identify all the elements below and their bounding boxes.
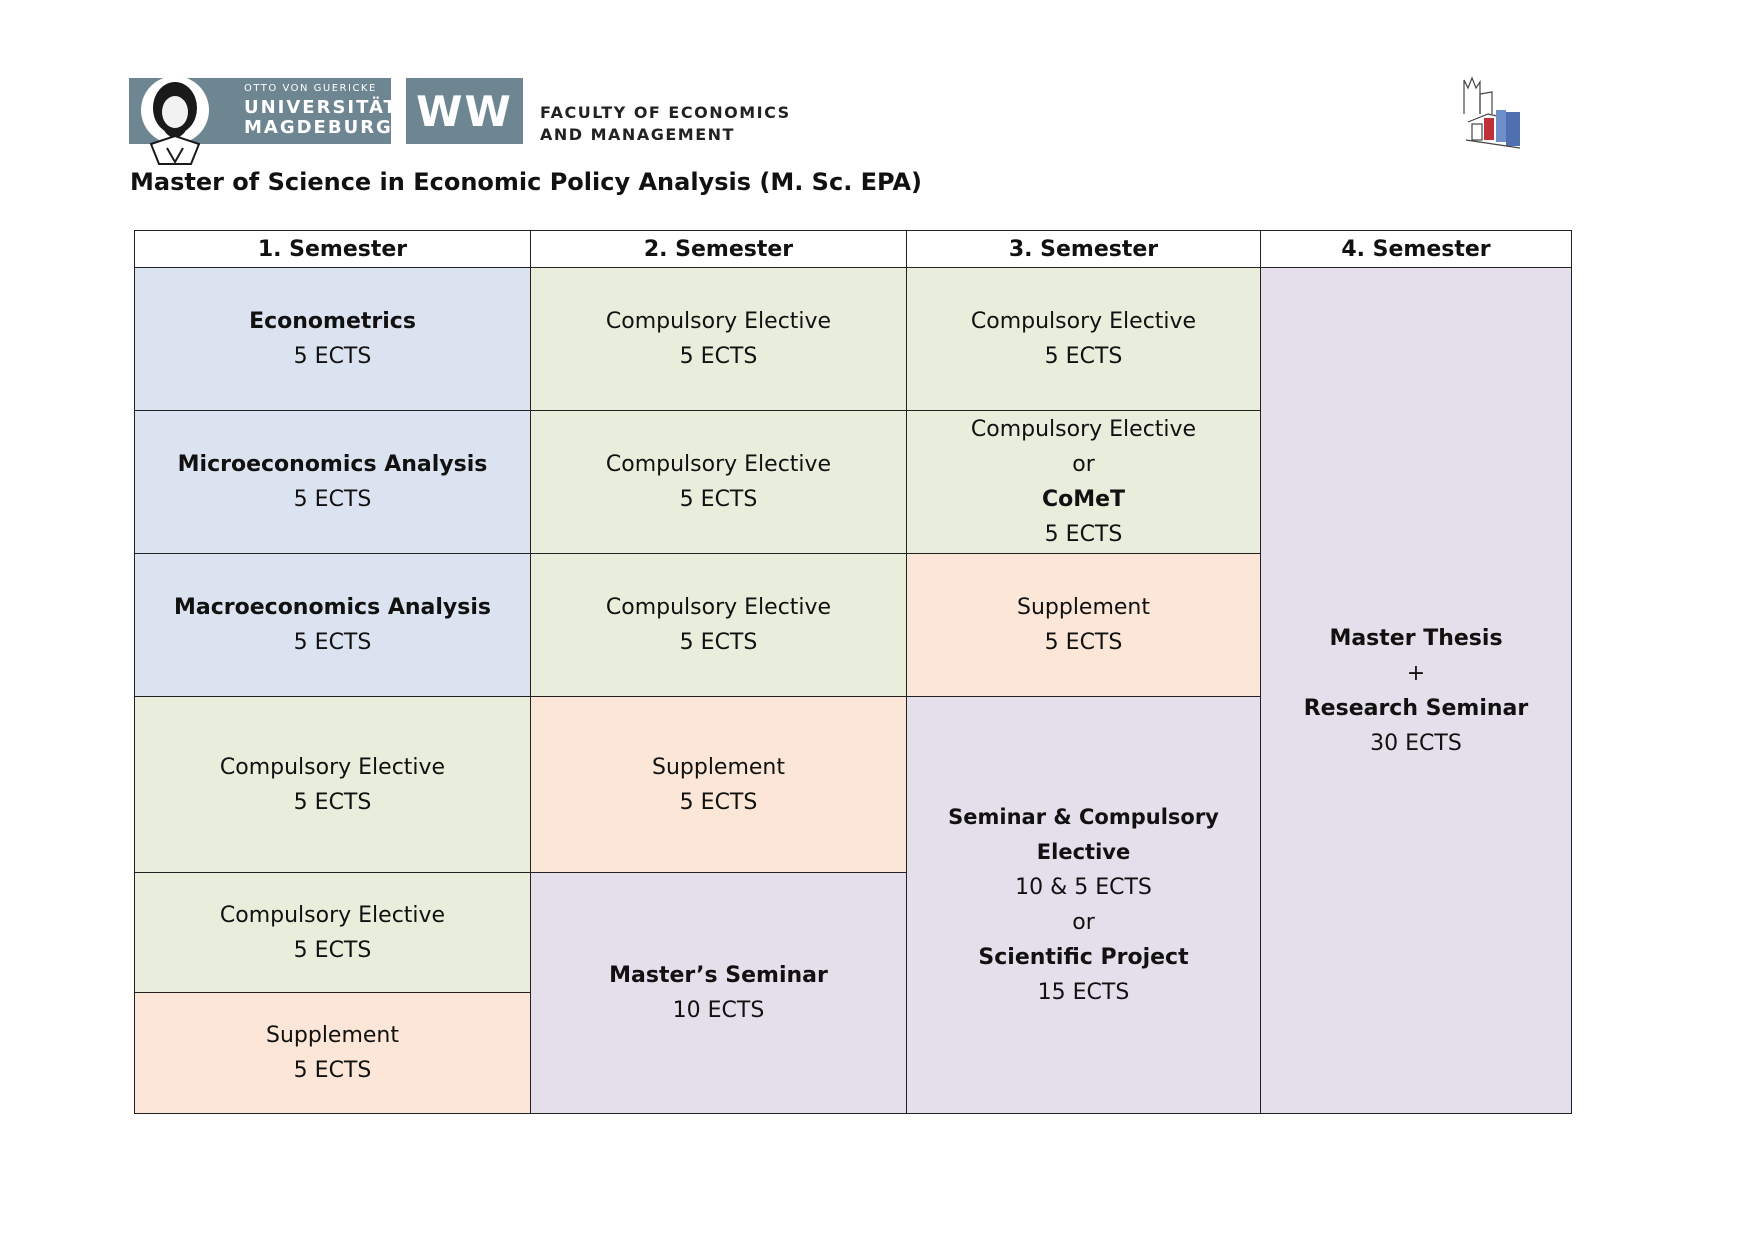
module-ects: 5 ECTS xyxy=(293,630,372,655)
module-name: Macroeconomics Analysis xyxy=(173,595,491,620)
module-name: Compulsory Elective xyxy=(605,452,832,477)
module-name: Seminar & Compulsory Elective xyxy=(948,805,1219,864)
faculty-line2: AND MANAGEMENT xyxy=(540,125,735,144)
university-name xyxy=(244,84,398,138)
module-name: Econometrics xyxy=(249,309,416,334)
module-ects: 5 ECTS xyxy=(1044,630,1123,655)
module-cell xyxy=(530,410,907,554)
module-alt-ects: 15 ECTS xyxy=(1037,980,1130,1005)
module-name: Master’s Seminar xyxy=(609,963,828,988)
header-semester-1: 1. Semester xyxy=(134,230,531,268)
module-name: Compulsory Elective xyxy=(970,309,1197,334)
module-name: Supplement xyxy=(1016,595,1151,620)
module-or-text: or xyxy=(1072,910,1095,935)
module-name: Supplement xyxy=(265,1023,400,1048)
page-title: Master of Science in Economic Policy Analysis (M. Sc. EPA) xyxy=(130,168,922,196)
university-line2: MAGDEBURG xyxy=(244,117,393,138)
module-cell xyxy=(530,267,907,411)
module-name-2: Research Seminar xyxy=(1303,695,1529,721)
module-cell xyxy=(906,696,1261,1114)
module-alt-name: Scientific Project xyxy=(978,945,1189,970)
module-ects: 5 ECTS xyxy=(679,487,758,512)
module-cell xyxy=(906,410,1261,554)
module-name: Supplement xyxy=(651,754,786,780)
university-portrait-logo-icon xyxy=(137,74,213,166)
module-name: Compulsory Elective xyxy=(605,595,832,620)
faculty-name xyxy=(540,102,791,146)
module-cell xyxy=(906,553,1261,697)
module-cell xyxy=(134,267,531,411)
faculty-line1: FACULTY OF ECONOMICS xyxy=(540,103,791,122)
module-name: Compulsory Elective xyxy=(605,309,832,334)
module-ects: 30 ECTS xyxy=(1370,730,1462,756)
university-line1: UNIVERSITÄT xyxy=(244,97,398,118)
module-name: Compulsory Elective xyxy=(219,902,446,928)
module-ects: 5 ECTS xyxy=(679,630,758,655)
module-name: Microeconomics Analysis xyxy=(177,452,488,477)
header-semester-3: 3. Semester xyxy=(906,230,1261,268)
module-ects: 5 ECTS xyxy=(679,344,758,369)
module-ects: 5 ECTS xyxy=(1044,522,1123,547)
module-name: Master Thesis xyxy=(1329,625,1503,651)
module-ects: 5 ECTS xyxy=(679,789,758,815)
module-cell xyxy=(134,872,531,993)
module-cell xyxy=(134,696,531,873)
module-name: Compulsory Elective xyxy=(219,754,446,780)
campus-building-icon xyxy=(1458,74,1528,154)
module-cell xyxy=(530,553,907,697)
university-small-text: OTTO VON GUERICKE xyxy=(244,83,377,94)
module-cell xyxy=(906,267,1261,411)
module-ects: 5 ECTS xyxy=(293,344,372,369)
ww-logo: WW xyxy=(406,78,523,144)
module-ects: 10 & 5 ECTS xyxy=(1015,875,1152,900)
study-plan-table xyxy=(134,230,1572,1114)
module-cell xyxy=(530,872,907,1114)
module-cell xyxy=(134,410,531,554)
header-semester-2: 2. Semester xyxy=(530,230,907,268)
module-cell xyxy=(530,696,907,873)
module-ects: 5 ECTS xyxy=(293,1058,372,1083)
module-cell xyxy=(1260,267,1572,1114)
module-ects: 5 ECTS xyxy=(1044,344,1123,369)
module-plus: + xyxy=(1406,660,1426,686)
module-cell xyxy=(134,992,531,1114)
module-ects: 5 ECTS xyxy=(293,487,372,512)
header-semester-4: 4. Semester xyxy=(1260,230,1572,268)
university-logo xyxy=(129,78,398,144)
module-cell xyxy=(134,553,531,697)
module-ects: 5 ECTS xyxy=(293,789,372,815)
module-name: Compulsory Elective xyxy=(970,417,1197,442)
module-or-text: or xyxy=(1072,452,1095,477)
module-ects: 5 ECTS xyxy=(293,937,372,963)
module-ects: 10 ECTS xyxy=(672,998,765,1023)
module-alt-name: CoMeT xyxy=(1041,487,1126,512)
